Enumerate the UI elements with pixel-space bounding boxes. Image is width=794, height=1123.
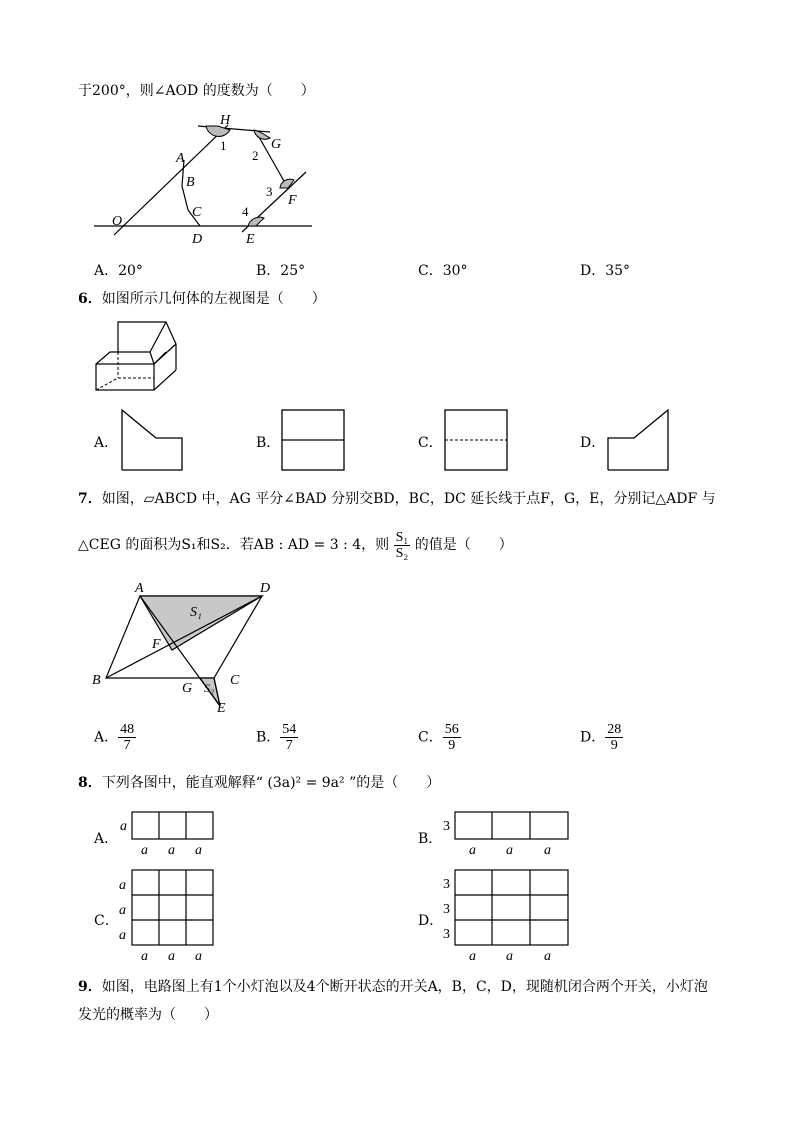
q7-text-2a: △CEG 的面积为S₁和S₂．若AB : AD = 3 : 4，则 (78, 537, 390, 553)
svg-text:F: F (288, 193, 297, 208)
svg-text:4: 4 (242, 204, 249, 219)
q5-stem: 于200°，则∠AOD 的度数为（ ） (78, 83, 315, 99)
svg-text:a: a (469, 949, 476, 964)
svg-text:a: a (141, 949, 148, 964)
q8-text: 下列各图中，能直观解释“ (3a)² = 9a² ”的是（ ） (101, 775, 441, 791)
q7-option-b[interactable]: B． $\frac{54}{7}$ (256, 722, 297, 753)
q9-stem-line2: 发光的概率为（ ） (78, 1007, 218, 1023)
q6-text: 如图所示几何体的左视图是（ ） (101, 291, 326, 307)
svg-text:S₂: S₂ (204, 681, 215, 695)
q8-option-a[interactable]: A． (94, 831, 119, 847)
svg-text:B: B (186, 175, 195, 190)
svg-text:1: 1 (220, 138, 227, 153)
q8-option-d[interactable]: D． (418, 913, 444, 929)
q8-option-b-figure (440, 808, 572, 858)
svg-text:A: A (176, 151, 185, 166)
svg-text:S₁: S₁ (190, 605, 202, 620)
svg-text:a: a (195, 843, 202, 858)
svg-text:B: B (92, 673, 101, 688)
q6-option-d-figure (606, 408, 672, 472)
q5-option-c[interactable]: C．30° (418, 263, 468, 279)
svg-text:a: a (195, 949, 202, 964)
q9-stem-line1 (78, 978, 708, 996)
q6-number: 6． (78, 291, 102, 307)
svg-text:a: a (168, 949, 175, 964)
svg-text:D: D (192, 232, 203, 247)
q5-option-a[interactable]: A．20° (94, 263, 143, 279)
q5-angle-4 (248, 217, 264, 226)
q5-option-b[interactable]: B．25° (256, 263, 306, 279)
svg-text:a: a (544, 949, 551, 964)
q7-ratio-fraction: $\frac{\text{S₁}}{\text{S₂}}$ (395, 529, 409, 561)
q8-number: 8． (78, 775, 102, 791)
q8-option-c[interactable]: C． (94, 913, 119, 929)
svg-text:D: D (260, 581, 271, 596)
q7-stem-line2 (78, 526, 513, 564)
q7-figure (90, 576, 280, 716)
q6-option-a[interactable]: A． (94, 435, 119, 451)
q7-text-1: 如图，▱ABCD 中，AG 平分∠BAD 分别交BD，BC，DC 延长线于点F，G，E，分别记△ADF 与 (101, 491, 716, 507)
svg-text:a: a (168, 843, 175, 858)
q7-text-2b: 的值是（ ） (414, 537, 513, 553)
q6-option-a-figure (120, 408, 186, 472)
q6-option-c-figure (443, 408, 509, 472)
svg-text:2: 2 (252, 148, 259, 163)
q7-stem-line1 (78, 490, 716, 508)
svg-text:C: C (192, 205, 202, 220)
q6-option-b-figure (280, 408, 346, 472)
svg-text:H: H (220, 113, 231, 128)
svg-text:3: 3 (443, 877, 450, 892)
svg-text:a: a (119, 878, 126, 893)
svg-text:a: a (506, 843, 513, 858)
q9-text-1: 如图，电路图上有1个小灯泡以及4个断开状态的开关A，B，C，D，现随机闭合两个开关，小灯泡 (101, 979, 708, 995)
q5-figure (80, 108, 330, 248)
q8-option-a-figure (116, 808, 226, 858)
q7-option-d[interactable]: D． $\frac{28}{9}$ (580, 722, 622, 753)
q5-angle-3 (280, 179, 294, 188)
q6-solid-figure (92, 318, 192, 398)
q9-number: 9． (78, 979, 102, 995)
q8-option-d-figure (440, 866, 572, 966)
q8-option-c-figure (116, 866, 226, 966)
q6-stem (78, 290, 326, 308)
svg-text:a: a (119, 928, 126, 943)
q8-option-b[interactable]: B． (418, 831, 443, 847)
svg-text:G: G (271, 137, 282, 152)
q8-stem (78, 774, 440, 792)
q7-option-a[interactable]: A． $\frac{48}{7}$ (94, 722, 135, 753)
svg-text:a: a (141, 843, 148, 858)
q7-number: 7． (78, 491, 102, 507)
svg-text:a: a (469, 843, 476, 858)
svg-text:3: 3 (443, 819, 450, 834)
q6-option-c[interactable]: C． (418, 435, 443, 451)
q6-option-d[interactable]: D． (580, 435, 606, 451)
svg-text:3: 3 (266, 184, 273, 199)
svg-text:a: a (119, 903, 126, 918)
svg-text:O: O (112, 214, 123, 229)
svg-text:3: 3 (443, 902, 450, 917)
svg-text:E: E (246, 232, 255, 247)
svg-text:C: C (230, 673, 240, 688)
svg-text:3: 3 (443, 927, 450, 942)
svg-text:a: a (506, 949, 513, 964)
q5-ray-oh (114, 125, 228, 235)
svg-text:a: a (544, 843, 551, 858)
svg-text:E: E (217, 701, 226, 716)
svg-text:G: G (182, 681, 193, 696)
svg-text:F: F (152, 637, 161, 652)
q5-option-d[interactable]: D．35° (580, 263, 631, 279)
q6-option-b[interactable]: B． (256, 435, 281, 451)
svg-text:a: a (120, 819, 127, 834)
svg-text:A: A (135, 581, 144, 596)
q7-option-c[interactable]: C． $\frac{56}{9}$ (418, 722, 459, 753)
